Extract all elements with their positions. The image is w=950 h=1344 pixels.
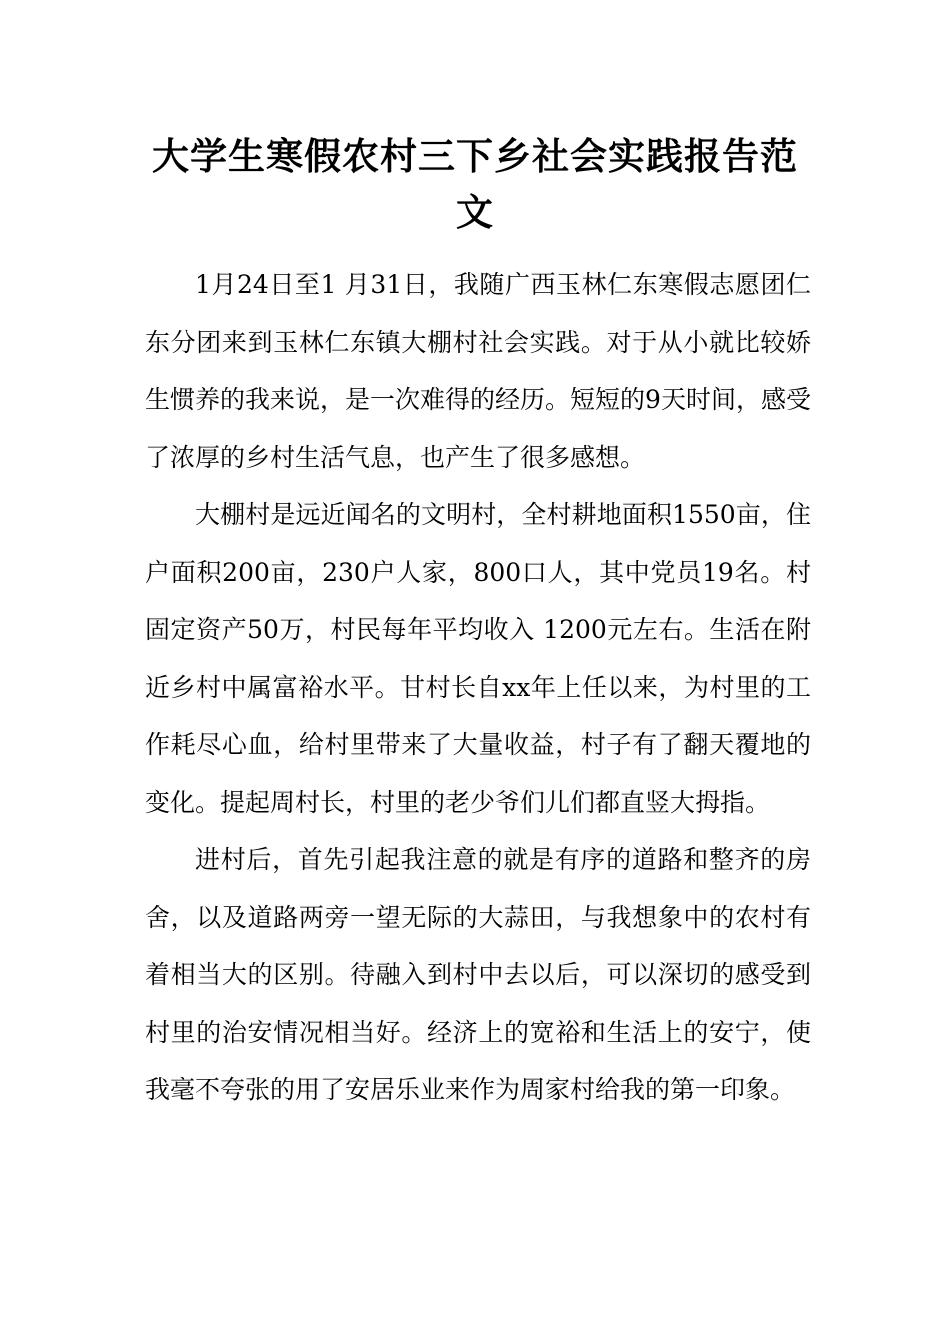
paragraph-3: 进村后，首先引起我注意的就是有序的道路和整齐的房舍，以及道路两旁一望无际的大蒜田，与我想象中的农村有着相当大的区别。待融入到村中去以后，可以深切的感受到村里的治安情况相当好。经济上的宽裕和生活上的安宁，使我毫不夸张的用了安居乐业来作为周家村给我的第一印象。 — [145, 845, 811, 1104]
document-title: 大学生寒假农村三下乡社会实践报告范文 — [152, 134, 798, 234]
document-body — [145, 256, 811, 1119]
paragraph-1: 1月24日至1 月31日，我随广西玉林仁东寒假志愿团仁东分团来到玉林仁东镇大棚村社会实践。对于从小就比较娇生惯养的我来说，是一次难得的经历。短短的9天时间，感受了浓厚的乡村生活气息，也产生了很多感想。 — [145, 270, 811, 472]
paragraph-2: 大棚村是远近闻名的文明村，全村耕地面积1550亩，住户面积200亩，230户人家，800口人，其中党员19名。村固定资产50万，村民每年平均收入 1200元左右。生活在附近乡村中属富裕水平。甘村长自xx年上任以来，为村里的工作耗尽心血，给村里带来了大量收益，村子有了翻天覆地的变化。提起周村长，村里的老少爷们儿们都直竖大拇指。 — [145, 500, 812, 817]
